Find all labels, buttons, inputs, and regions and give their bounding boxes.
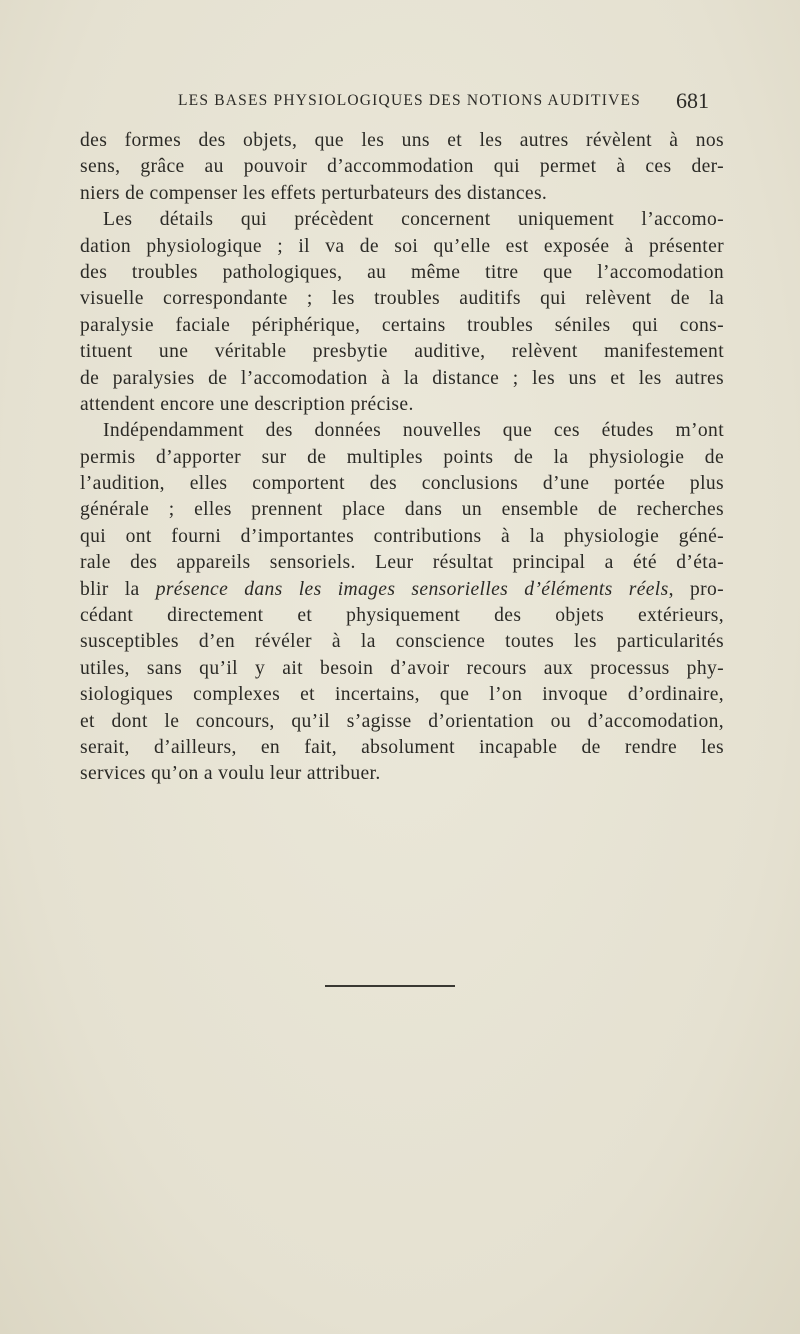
text-line: services qu’on a voulu leur attribuer. xyxy=(80,763,381,785)
text-line: susceptibles d’en révéler à la conscience toutes les particularités xyxy=(80,631,724,653)
running-head-title: LES BASES PHYSIOLOGIQUES DES NOTIONS AUDITIVES xyxy=(178,92,641,109)
text-line: cédant directement et physiquement des objets extérieurs, xyxy=(80,605,724,627)
text-line: des formes des objets, que les uns et les autres révèlent à nos xyxy=(80,130,724,151)
text-line: l’audition, elles comportent des conclusions d’une portée plus xyxy=(80,473,724,495)
text-line: visuelle correspondante ; les troubles auditifs qui relèvent de la xyxy=(80,288,724,310)
line-start: blir la xyxy=(80,578,156,600)
text-line: générale ; elles prennent place dans un ensemble de recherches xyxy=(80,499,724,521)
text-line: tituent une véritable presbytie auditive, relèvent manifestement xyxy=(80,341,724,363)
page-number: 681 xyxy=(676,88,709,113)
text-line: niers de compenser les effets perturbateurs des distances. xyxy=(80,182,548,204)
end-rule xyxy=(325,985,455,987)
text-line: siologiques complexes et incertains, que l’on invoque d’ordinaire, xyxy=(80,684,724,706)
text-line: qui ont fourni d’importantes contributions à la physiologie géné- xyxy=(80,525,724,547)
running-head xyxy=(0,88,800,116)
body-text xyxy=(80,128,724,788)
text-line-italic-phrase xyxy=(80,577,724,603)
text-line: paralysie faciale périphérique, certains troubles séniles qui cons- xyxy=(80,314,724,336)
text-line: serait, d’ailleurs, en fait, absolument incapable de rendre les xyxy=(80,736,724,758)
italic-phrase: présence dans les images sensorielles d’éléments réels xyxy=(155,578,669,600)
text-line: sens, grâce au pouvoir d’accommodation qui permet à ces der- xyxy=(80,156,724,178)
text-line: des troubles pathologiques, au même titre que l’accomodation xyxy=(80,261,724,283)
text-line: rale des appareils sensoriels. Leur résultat principal a été d’éta- xyxy=(80,552,724,574)
text-line: Indépendamment des données nouvelles que ces études m’ont xyxy=(103,420,724,442)
line-end: , pro- xyxy=(668,578,725,600)
text-line: dation physiologique ; il va de soi qu’elle est exposée à présenter xyxy=(80,235,724,257)
text-line: attendent encore une description précise. xyxy=(80,393,414,415)
text-line: utiles, sans qu’il y ait besoin d’avoir recours aux processus phy- xyxy=(80,657,724,679)
text-line: de paralysies de l’accomodation à la distance ; les uns et les autres xyxy=(80,367,724,389)
text-line: permis d’apporter sur de multiples points de la physiologie de xyxy=(80,446,724,468)
text-line: Les détails qui précèdent concernent uniquement l’accomo- xyxy=(103,209,724,231)
text-line: et dont le concours, qu’il s’agisse d’orientation ou d’accomodation, xyxy=(80,710,724,732)
